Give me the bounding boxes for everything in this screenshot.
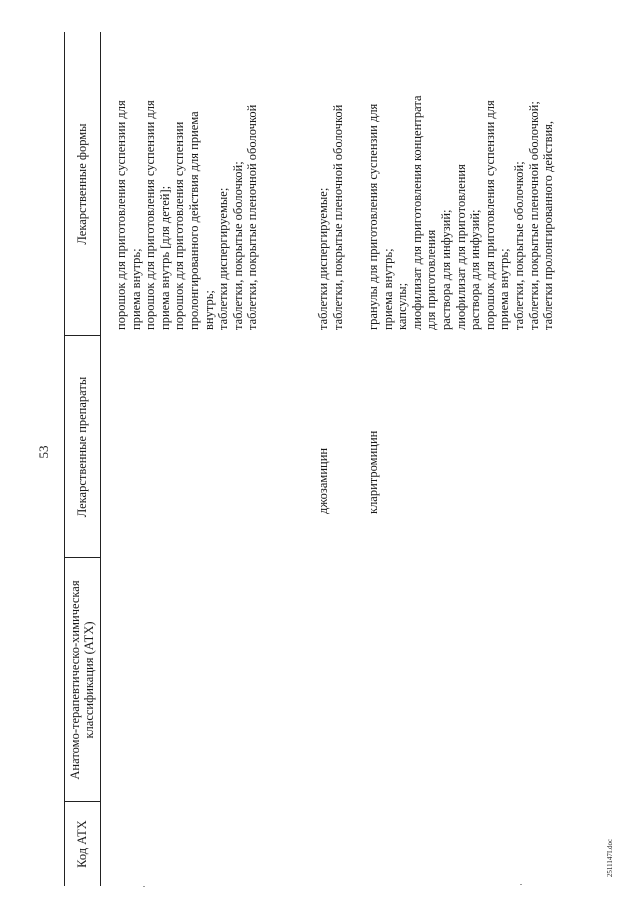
dosage-form-line: приема внутрь [для детей];: [157, 185, 172, 330]
document-id: 2511147I.doc: [606, 838, 614, 878]
dosage-form-line: внутрь;: [201, 290, 216, 330]
dosage-form-line: порошок для приготовления суспензии для: [482, 100, 497, 330]
dosage-form-line: порошок для приготовления суспензии: [172, 121, 187, 330]
dosage-form-line: приема внутрь;: [497, 248, 512, 330]
atx-table: [64, 32, 608, 886]
dosage-form-line: порошок для приготовления суспензии для: [114, 100, 128, 330]
dosage-form-line: таблетки пролонгированного действия,: [541, 120, 556, 330]
dosage-form-line: приема внутрь;: [380, 248, 395, 330]
dosage-form-line: пролонгированного действия для приема: [187, 111, 201, 330]
header-drugs: Лекарственные препараты: [75, 376, 89, 518]
dosage-form-line: таблетки диспергируемые;: [316, 187, 330, 330]
drug-name: кларитромицин: [366, 430, 380, 514]
dosage-form-line: таблетки, покрытые пленочной оболочкой: [245, 104, 260, 330]
dosage-form-line: таблетки, покрытые пленочной оболочкой: [330, 104, 345, 330]
page-number: 53: [36, 445, 51, 459]
header-bottom-border: [100, 32, 101, 886]
dosage-form-line: лиофилизат для приготовления концентрата: [409, 95, 424, 330]
dosage-form-line: гранулы для приготовления суспензии для: [366, 103, 380, 330]
dosage-form-line: таблетки, покрытые оболочкой;: [512, 161, 526, 330]
dosage-form-line: раствора для инфузий;: [439, 209, 453, 330]
dosage-form-line: лиофилизат для приготовления: [453, 164, 468, 330]
header-atx-classification: Анатомо-терапевтическо-химическая классификация (АТХ): [68, 580, 96, 780]
dosage-form-line: приема внутрь;: [128, 248, 143, 330]
header-dosage-forms: Лекарственные формы: [75, 123, 89, 245]
dosage-form-line: таблетки диспергируемые;: [216, 187, 231, 330]
dosage-form-line: порошок для приготовления суспензии для: [143, 100, 158, 330]
atx-table-rotated: [64, 32, 608, 886]
drug-name: джозамицин: [316, 447, 330, 514]
dosage-form-line: таблетки, покрытые оболочкой;: [230, 161, 245, 330]
dosage-form-line: раствора для инфузий;: [468, 209, 483, 330]
header-atx-code: Код АТХ: [75, 820, 89, 868]
dosage-form-line: капсулы;: [395, 282, 410, 330]
scan-mark: [143, 886, 145, 887]
dosage-form-line: для приготовления: [424, 229, 439, 330]
dosage-form-line: таблетки, покрытые пленочной оболочкой;: [526, 101, 541, 330]
